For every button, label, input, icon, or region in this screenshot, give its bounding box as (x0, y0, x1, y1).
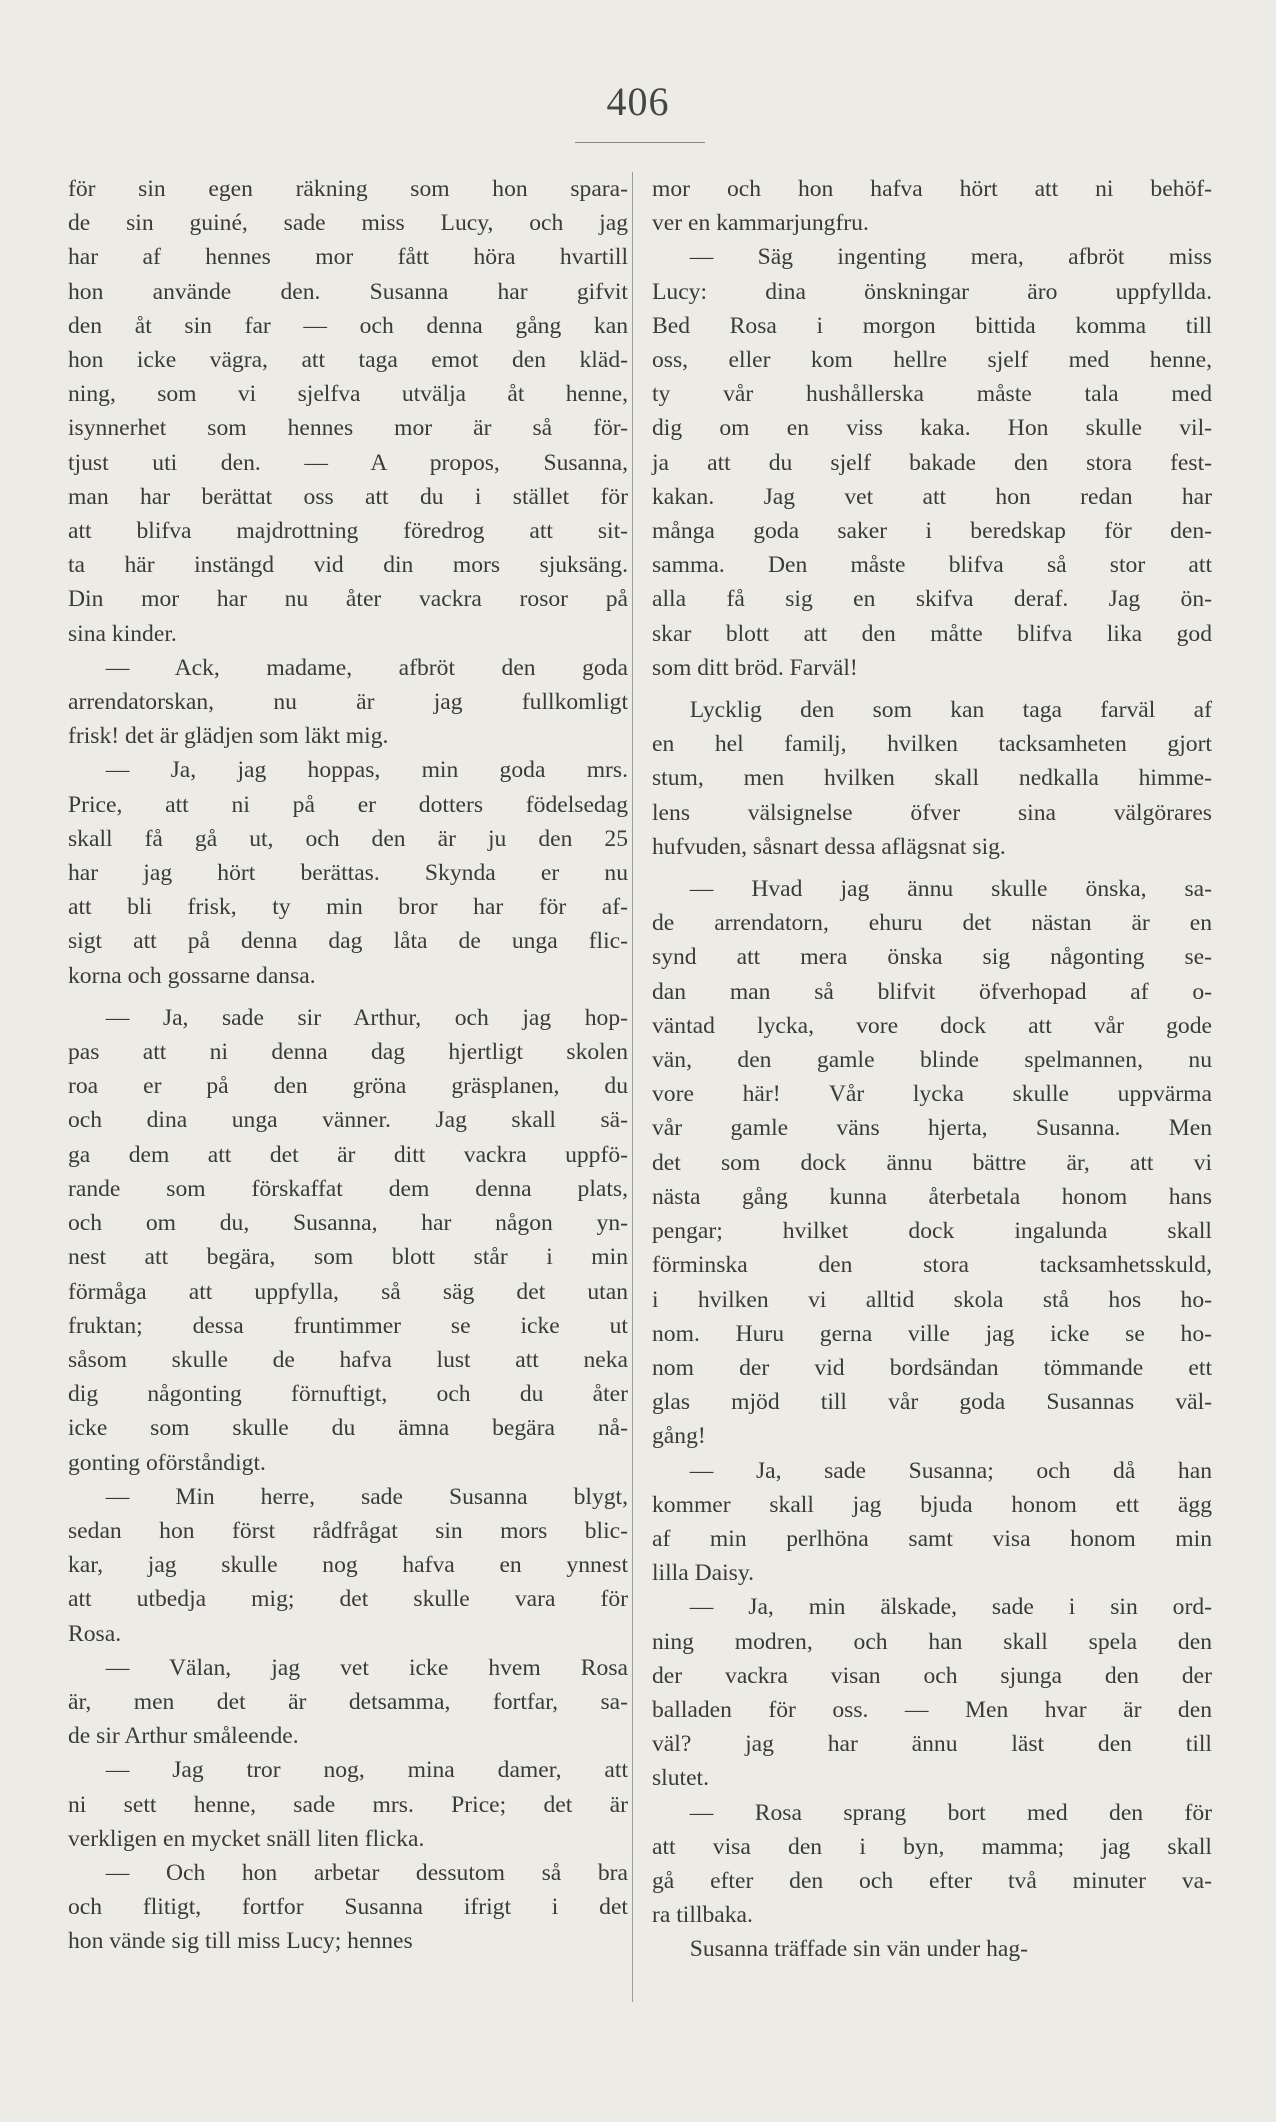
text-line: — Välan, jag vet icke hvem Rosa (105, 1654, 628, 1681)
text-line: — Ja, jag hoppas, min goda mrs. (105, 757, 628, 784)
page-number: 406 (606, 79, 670, 124)
text-line: fruktan; dessa fruntimmer se icke ut (68, 1312, 628, 1339)
text-line: nom der vid bordsändan tömmande ett (652, 1354, 1212, 1381)
paragraph (68, 651, 628, 754)
text-line: hon använde den. Susanna har gifvit (68, 278, 628, 305)
text-line: i hvilken vi alltid skola stå hos ho- (652, 1286, 1212, 1313)
text-line: att bli frisk, ty min bror har för af- (68, 894, 628, 921)
text-line: balladen för oss. — Men hvar är den (652, 1696, 1212, 1723)
text-line: sina kinder. (68, 620, 177, 647)
text-line: pas att ni denna dag hjertligt skolen (68, 1039, 628, 1066)
paragraph (652, 1796, 1212, 1933)
paragraph (68, 1651, 628, 1754)
text-line: lens välsignelse öfver sina välgörares (652, 799, 1212, 826)
text-line: förminska den stora tacksamhetsskuld, (652, 1252, 1212, 1279)
text-line: och flitigt, fortfor Susanna ifrigt i det (68, 1894, 628, 1921)
paragraph (68, 1001, 628, 1480)
column-divider (632, 172, 633, 2002)
text-line: kakan. Jag vet att hon redan har (652, 483, 1212, 510)
paragraph (68, 172, 628, 651)
text-line: de sir Arthur småleende. (68, 1723, 299, 1750)
text-line: Rosa. (68, 1620, 122, 1647)
text-line: dan man så blifvit öfverhopad af o- (652, 978, 1212, 1005)
text-line: man har berättat oss att du i stället för (68, 483, 628, 510)
text-line: de arrendatorn, ehuru det nästan är en (652, 910, 1212, 937)
paragraph (652, 693, 1212, 864)
paragraph (68, 1856, 628, 1959)
text-line: stum, men hvilken skall nedkalla himme- (652, 765, 1212, 792)
paragraph (652, 1454, 1212, 1591)
text-line: lilla Daisy. (652, 1560, 755, 1587)
paragraph (652, 872, 1212, 1453)
text-line: isynnerhet som hennes mor är så för- (68, 415, 628, 442)
text-line: Bed Rosa i morgon bittida komma till (652, 312, 1212, 339)
text-line: slutet. (652, 1765, 710, 1792)
text-line: verkligen en mycket snäll liten flicka. (68, 1825, 425, 1852)
text-line: — Min herre, sade Susanna blygt, (105, 1483, 628, 1510)
text-line: de sin guiné, sade miss Lucy, och jag (68, 210, 628, 237)
text-line: mor och hon hafva hört att ni behöf- (652, 176, 1212, 202)
text-line: en hel familj, hvilken tacksamheten gjort (652, 731, 1212, 758)
text-line: att blifva majdrottning föredrog att sit- (68, 518, 628, 545)
text-line: gonting oförståndigt. (68, 1449, 266, 1476)
text-line: synd att mera önska sig någonting se- (652, 944, 1212, 971)
text-line: förmåga att uppfylla, så säg det utan (68, 1278, 628, 1305)
text-line: — Rosa sprang bort med den för (689, 1799, 1212, 1826)
text-line: har af hennes mor fått höra hvartill (68, 244, 628, 271)
text-line: hon vände sig till miss Lucy; hennes (68, 1928, 413, 1955)
paragraph (652, 1932, 1212, 1966)
text-line: skar blott att den måtte blifva lika god (652, 620, 1212, 647)
text-line: gå efter den och efter två minuter va- (652, 1867, 1212, 1894)
paragraph (68, 753, 628, 992)
text-line: ning modren, och han skall spela den (652, 1628, 1212, 1655)
paragraph (652, 172, 1212, 240)
text-line: sedan hon först rådfrågat sin mors blic- (68, 1517, 628, 1544)
paragraph (68, 1753, 628, 1856)
text-line: Lucy: dina önskningar äro uppfyllda. (652, 278, 1212, 305)
paragraph (652, 1590, 1212, 1795)
text-line: ra tillbaka. (652, 1902, 753, 1929)
text-line: der vackra visan och sjunga den der (652, 1662, 1212, 1689)
text-line: väl? jag har ännu läst den till (652, 1731, 1212, 1758)
text-line: hon icke vägra, att taga emot den kläd- (68, 347, 628, 374)
text-line: af min perlhöna samt visa honom min (652, 1525, 1212, 1552)
text-line: det som dock ännu bättre är, att vi (652, 1149, 1212, 1176)
text-line: Susanna träffade sin vän under hag- (689, 1936, 1029, 1963)
text-line: ga dem att det är ditt vackra uppfö- (68, 1141, 628, 1168)
text-line: hufvuden, såsnart dessa aflägsnat sig. (652, 833, 1006, 860)
text-line: för sin egen räkning som hon spara- (68, 176, 628, 202)
text-line: samma. Den måste blifva så stor att (652, 552, 1212, 579)
text-line: nest att begära, som blott står i min (68, 1244, 628, 1271)
text-line: roa er på den gröna gräsplanen, du (68, 1073, 628, 1100)
left-column (68, 172, 628, 1959)
text-line: tjust uti den. — A propos, Susanna, (68, 449, 628, 476)
text-line: som ditt bröd. Farväl! (652, 654, 858, 681)
text-line: och dina unga vänner. Jag skall sä- (68, 1107, 628, 1134)
text-line: ta här instängd vid din mors sjuksäng. (68, 552, 628, 579)
paragraph (652, 240, 1212, 685)
text-line: korna och gossarne dansa. (68, 962, 316, 989)
text-line: — Ja, sade sir Arthur, och jag hop- (105, 1004, 628, 1031)
text-line: — Hvad jag ännu skulle önska, sa- (689, 876, 1212, 903)
text-line: ning, som vi sjelfva utvälja åt henne, (68, 381, 628, 408)
text-line: arrendatorskan, nu är jag fullkomligt (68, 689, 628, 716)
text-line: — Ja, min älskade, sade i sin ord- (689, 1594, 1212, 1621)
text-line: och om du, Susanna, har någon yn- (68, 1210, 628, 1237)
text-line: gång! (652, 1423, 706, 1450)
text-line: ty vår hushållerska måste tala med (652, 381, 1212, 408)
text-line: att visa den i byn, mamma; jag skall (652, 1833, 1212, 1860)
text-line: kommer skall jag bjuda honom ett ägg (652, 1491, 1212, 1518)
text-line: frisk! det är glädjen som läkt mig. (68, 723, 389, 750)
text-line: nästa gång kunna återbetala honom hans (652, 1183, 1212, 1210)
text-line: ni sett henne, sade mrs. Price; det är (68, 1791, 628, 1818)
text-line: nom. Huru gerna ville jag icke se ho- (652, 1320, 1212, 1347)
text-line: alla få sig en skifva deraf. Jag ön- (652, 586, 1212, 613)
text-line: pengar; hvilket dock ingalunda skall (652, 1218, 1212, 1245)
text-line: vore här! Vår lycka skulle uppvärma (652, 1081, 1212, 1108)
text-line: oss, eller kom hellre sjelf med henne, (652, 347, 1212, 374)
text-line: — Jag tror nog, mina damer, att (105, 1757, 628, 1784)
text-line: glas mjöd till vår goda Susannas väl- (652, 1389, 1212, 1416)
text-line: skall få gå ut, och den är ju den 25 (68, 825, 628, 852)
text-line: — Ack, madame, afbröt den goda (105, 654, 628, 681)
text-line: att utbedja mig; det skulle vara för (68, 1586, 628, 1613)
text-line: många goda saker i beredskap för den- (652, 518, 1212, 545)
text-line: den åt sin far — och denna gång kan (68, 312, 628, 339)
text-line: har jag hört berättas. Skynda er nu (68, 860, 628, 887)
right-column (652, 172, 1212, 1967)
text-line: icke som skulle du ämna begära nå- (68, 1415, 628, 1442)
text-line: rande som förskaffat dem denna plats, (68, 1175, 628, 1202)
text-line: är, men det är detsamma, fortfar, sa- (68, 1688, 628, 1715)
text-line: dig om en viss kaka. Hon skulle vil- (652, 415, 1212, 442)
text-line: ver en kammarjungfru. (652, 210, 869, 237)
text-line: — Säg ingenting mera, afbröt miss (689, 244, 1212, 271)
text-line: dig någonting förnuftigt, och du åter (68, 1381, 628, 1408)
text-line: vår gamle väns hjerta, Susanna. Men (652, 1115, 1212, 1142)
text-line: — Ja, sade Susanna; och då han (689, 1457, 1212, 1484)
text-line: väntad lycka, vore dock att vår gode (652, 1012, 1212, 1039)
text-line: Din mor har nu åter vackra rosor på (68, 586, 628, 613)
text-line: kar, jag skulle nog hafva en ynnest (68, 1552, 628, 1579)
text-line: såsom skulle de hafva lust att neka (68, 1346, 628, 1373)
text-line: Lycklig den som kan taga farväl af (689, 697, 1212, 724)
text-line: Price, att ni på er dotters födelsedag (68, 791, 628, 818)
text-line: sigt att på denna dag låta de unga flic- (68, 928, 628, 955)
paragraph (68, 1480, 628, 1651)
header-rule (575, 142, 705, 143)
text-line: vän, den gamle blinde spelmannen, nu (652, 1047, 1212, 1074)
text-line: ja att du sjelf bakade den stora fest- (652, 449, 1212, 476)
text-line: — Och hon arbetar dessutom så bra (105, 1859, 628, 1886)
